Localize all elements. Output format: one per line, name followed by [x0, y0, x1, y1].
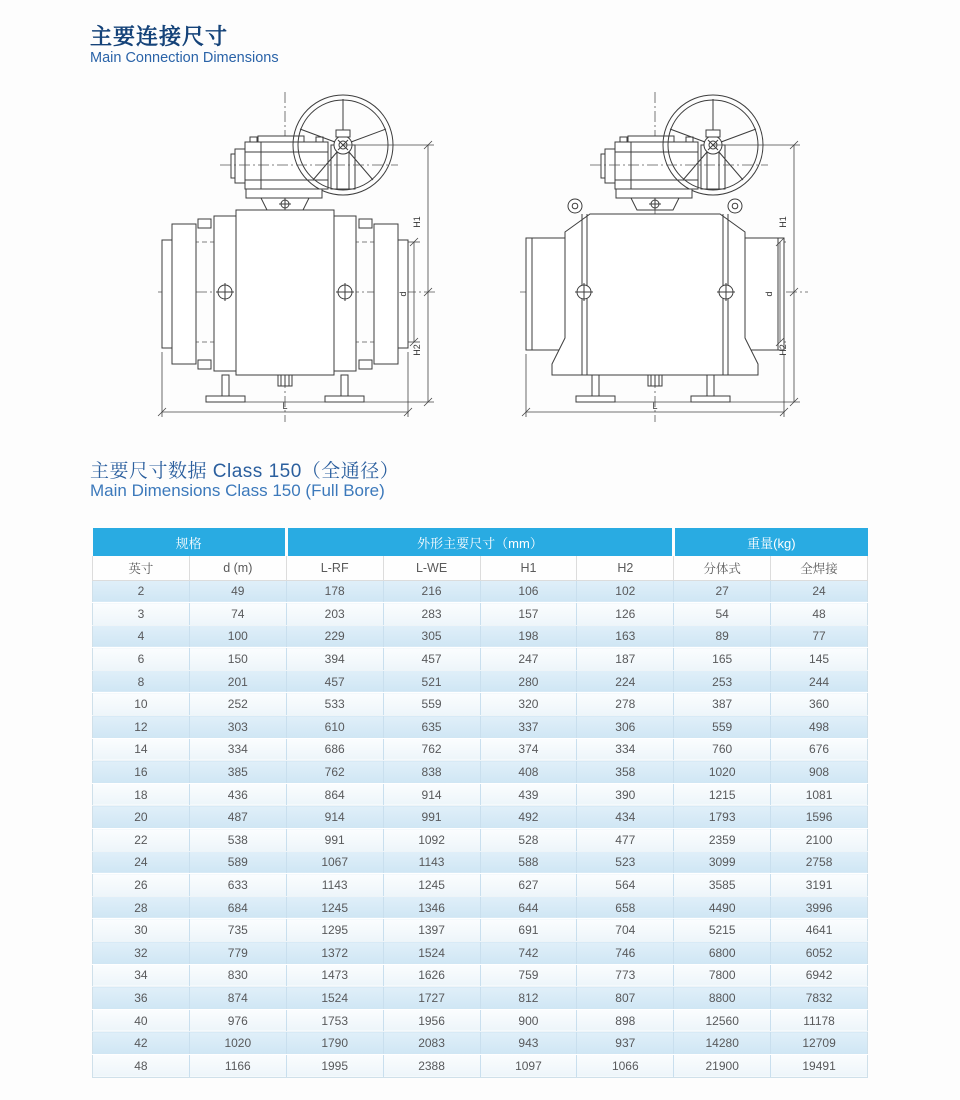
table-row	[93, 603, 868, 626]
table-cell: 864	[286, 783, 383, 806]
dim-label-h1: H1	[412, 216, 422, 228]
page-title-en: Main Connection Dimensions	[90, 50, 279, 66]
table-cell: 477	[577, 829, 674, 852]
table-cell: 201	[189, 670, 286, 693]
table-cell: 4	[93, 625, 190, 648]
lifting-lug-left	[568, 199, 582, 213]
bolt-nut	[198, 360, 211, 369]
table-cell: 3191	[771, 874, 868, 897]
table-cell: 760	[674, 738, 771, 761]
support-leg	[707, 375, 714, 396]
support-leg	[222, 375, 229, 396]
table-cell: 1346	[383, 896, 480, 919]
table-cell: 937	[577, 1032, 674, 1055]
table-cell: 12709	[771, 1032, 868, 1055]
table-cell: 74	[189, 603, 286, 626]
table-cell: 8	[93, 670, 190, 693]
table-cell: 21900	[674, 1054, 771, 1077]
table-cell: 1215	[674, 783, 771, 806]
table-cell: 252	[189, 693, 286, 716]
table-cell: 457	[286, 670, 383, 693]
table-row	[93, 942, 868, 965]
dim-label-h2: H2	[778, 344, 788, 356]
table-cell: 691	[480, 919, 577, 942]
support-foot	[576, 396, 615, 402]
table-cell: 498	[771, 716, 868, 739]
table-cell: 807	[577, 987, 674, 1010]
table-cell: 487	[189, 806, 286, 829]
table-cell: 1020	[674, 761, 771, 784]
section-title-zh: 主要尺寸数据 Class 150（全通径）	[90, 461, 400, 482]
table-cell: 24	[93, 851, 190, 874]
table-cell: 157	[480, 603, 577, 626]
table-cell: 991	[383, 806, 480, 829]
table-cell: 1596	[771, 806, 868, 829]
group-header-outline-dims: 外形主要尺寸（mm）	[286, 528, 674, 556]
table-cell: 6942	[771, 964, 868, 987]
table-cell: 6052	[771, 942, 868, 965]
table-cell: 1067	[286, 851, 383, 874]
table-cell: 779	[189, 942, 286, 965]
table-cell: 244	[771, 670, 868, 693]
table-cell: 358	[577, 761, 674, 784]
table-cell: 12560	[674, 1009, 771, 1032]
table-cell: 320	[480, 693, 577, 716]
table-cell: 658	[577, 896, 674, 919]
group-header-spec: 规格	[93, 528, 287, 556]
valve-drawing-flanged	[158, 92, 458, 432]
dim-label-h1: H1	[778, 216, 788, 228]
table-cell: 704	[577, 919, 674, 942]
pipe-stub-left	[162, 240, 172, 348]
col-header-h2: H2	[577, 556, 674, 580]
table-cell: 1995	[286, 1054, 383, 1077]
table-cell: 305	[383, 625, 480, 648]
table-cell: 77	[771, 625, 868, 648]
table-cell: 28	[93, 896, 190, 919]
table-row	[93, 874, 868, 897]
table-cell: 150	[189, 648, 286, 671]
support-foot	[691, 396, 730, 402]
table-row	[93, 1054, 868, 1077]
table-cell: 762	[383, 738, 480, 761]
table-cell: 914	[383, 783, 480, 806]
col-header-l-we: L-WE	[383, 556, 480, 580]
table-cell: 633	[189, 874, 286, 897]
table-cell: 1727	[383, 987, 480, 1010]
table-row	[93, 919, 868, 942]
bolt-nut	[198, 219, 211, 228]
table-cell: 676	[771, 738, 868, 761]
table-cell: 4490	[674, 896, 771, 919]
table-row	[93, 1032, 868, 1055]
valve-barrel	[236, 210, 334, 375]
table-row	[93, 806, 868, 829]
table-row	[93, 987, 868, 1010]
table-cell: 390	[577, 783, 674, 806]
table-cell: 434	[577, 806, 674, 829]
table-cell: 436	[189, 783, 286, 806]
dimensions-table	[92, 528, 868, 1078]
table-cell: 34	[93, 964, 190, 987]
support-leg	[592, 375, 599, 396]
table-row	[93, 783, 868, 806]
table-cell: 898	[577, 1009, 674, 1032]
table-row	[93, 580, 868, 603]
col-header-split-body: 分体式	[674, 556, 771, 580]
table-cell: 280	[480, 670, 577, 693]
table-cell: 2100	[771, 829, 868, 852]
table-cell: 42	[93, 1032, 190, 1055]
bolt-nut	[359, 219, 372, 228]
table-cell: 18	[93, 783, 190, 806]
table-cell: 11178	[771, 1009, 868, 1032]
table-cell: 943	[480, 1032, 577, 1055]
table-body	[93, 580, 868, 1077]
table-row	[93, 648, 868, 671]
table-cell: 229	[286, 625, 383, 648]
table-row	[93, 851, 868, 874]
group-header-weight: 重量(kg)	[674, 528, 868, 556]
table-cell: 337	[480, 716, 577, 739]
table-cell: 334	[189, 738, 286, 761]
table-cell: 7800	[674, 964, 771, 987]
table-cell: 439	[480, 783, 577, 806]
table-cell: 10	[93, 693, 190, 716]
table-row	[93, 761, 868, 784]
table-cell: 735	[189, 919, 286, 942]
col-header-fully-welded: 全焊接	[771, 556, 868, 580]
col-header-inch: 英寸	[93, 556, 190, 580]
table-cell: 742	[480, 942, 577, 965]
table-cell: 1166	[189, 1054, 286, 1077]
table-row	[93, 670, 868, 693]
table-cell: 374	[480, 738, 577, 761]
table-cell: 1143	[286, 874, 383, 897]
table-cell: 12	[93, 716, 190, 739]
table-cell: 1143	[383, 851, 480, 874]
table-cell: 538	[189, 829, 286, 852]
table-cell: 1626	[383, 964, 480, 987]
table-cell: 976	[189, 1009, 286, 1032]
table-cell: 1753	[286, 1009, 383, 1032]
table-cell: 1295	[286, 919, 383, 942]
dim-label-l: L	[652, 401, 658, 411]
table-cell: 14	[93, 738, 190, 761]
table-cell: 1097	[480, 1054, 577, 1077]
table-cell: 178	[286, 580, 383, 603]
table-cell: 3	[93, 603, 190, 626]
table-cell: 1020	[189, 1032, 286, 1055]
table-cell: 1066	[577, 1054, 674, 1077]
table-cell: 247	[480, 648, 577, 671]
table-row	[93, 1009, 868, 1032]
table-cell: 492	[480, 806, 577, 829]
table-cell: 387	[674, 693, 771, 716]
table-cell: 812	[480, 987, 577, 1010]
table-cell: 1245	[286, 896, 383, 919]
section-title-en: Main Dimensions Class 150 (Full Bore)	[90, 481, 385, 500]
table-cell: 36	[93, 987, 190, 1010]
table-cell: 684	[189, 896, 286, 919]
table-cell: 89	[674, 625, 771, 648]
table-cell: 203	[286, 603, 383, 626]
table-cell: 49	[189, 580, 286, 603]
table-cell: 559	[383, 693, 480, 716]
col-header-d: d (m)	[189, 556, 286, 580]
table-cell: 16	[93, 761, 190, 784]
bolt-nut	[359, 360, 372, 369]
table-cell: 8800	[674, 987, 771, 1010]
table-cell: 457	[383, 648, 480, 671]
table-cell: 773	[577, 964, 674, 987]
table-cell: 762	[286, 761, 383, 784]
support-leg	[341, 375, 348, 396]
col-header-l-rf: L-RF	[286, 556, 383, 580]
table-cell: 1092	[383, 829, 480, 852]
end-flange-right	[374, 224, 398, 364]
support-foot	[206, 396, 245, 402]
table-cell: 1956	[383, 1009, 480, 1032]
table-cell: 224	[577, 670, 674, 693]
table-cell: 283	[383, 603, 480, 626]
table-cell: 187	[577, 648, 674, 671]
table-row	[93, 738, 868, 761]
table-cell: 759	[480, 964, 577, 987]
table-cell: 48	[93, 1054, 190, 1077]
table-cell: 20	[93, 806, 190, 829]
table-cell: 635	[383, 716, 480, 739]
table-cell: 2388	[383, 1054, 480, 1077]
end-flange-left	[172, 224, 196, 364]
table-cell: 334	[577, 738, 674, 761]
table-cell: 385	[189, 761, 286, 784]
table-cell: 306	[577, 716, 674, 739]
table-column-header-row	[93, 556, 868, 580]
table-cell: 106	[480, 580, 577, 603]
dim-label-h2: H2	[412, 344, 422, 356]
table-cell: 6800	[674, 942, 771, 965]
table-cell: 126	[577, 603, 674, 626]
table-cell: 19491	[771, 1054, 868, 1077]
table-cell: 1793	[674, 806, 771, 829]
table-cell: 559	[674, 716, 771, 739]
table-cell: 27	[674, 580, 771, 603]
table-cell: 991	[286, 829, 383, 852]
page-title-zh: 主要连接尺寸	[90, 24, 229, 49]
table-cell: 1524	[286, 987, 383, 1010]
table-cell: 100	[189, 625, 286, 648]
table-cell: 253	[674, 670, 771, 693]
table-cell: 216	[383, 580, 480, 603]
table-cell: 1473	[286, 964, 383, 987]
table-cell: 165	[674, 648, 771, 671]
dim-label-l: L	[282, 401, 288, 411]
table-cell: 198	[480, 625, 577, 648]
table-cell: 1081	[771, 783, 868, 806]
table-cell: 5215	[674, 919, 771, 942]
table-cell: 48	[771, 603, 868, 626]
table-cell: 394	[286, 648, 383, 671]
table-cell: 2758	[771, 851, 868, 874]
table-cell: 2083	[383, 1032, 480, 1055]
table-cell: 838	[383, 761, 480, 784]
dim-label-d: d	[764, 291, 774, 297]
table-cell: 610	[286, 716, 383, 739]
table-row	[93, 693, 868, 716]
table-cell: 746	[577, 942, 674, 965]
table-row	[93, 829, 868, 852]
table-row	[93, 716, 868, 739]
table-cell: 533	[286, 693, 383, 716]
table-cell: 102	[577, 580, 674, 603]
table-cell: 589	[189, 851, 286, 874]
col-header-h1: H1	[480, 556, 577, 580]
table-cell: 830	[189, 964, 286, 987]
gear-operator-handwheel	[590, 95, 768, 210]
table-cell: 303	[189, 716, 286, 739]
table-cell: 2359	[674, 829, 771, 852]
table-cell: 360	[771, 693, 868, 716]
table-cell: 278	[577, 693, 674, 716]
table-cell: 24	[771, 580, 868, 603]
table-cell: 627	[480, 874, 577, 897]
table-cell: 521	[383, 670, 480, 693]
table-cell: 1245	[383, 874, 480, 897]
table-cell: 3996	[771, 896, 868, 919]
table-cell: 408	[480, 761, 577, 784]
table-cell: 644	[480, 896, 577, 919]
table-cell: 1790	[286, 1032, 383, 1055]
valve-drawing-welded	[520, 92, 820, 432]
table-cell: 686	[286, 738, 383, 761]
table-cell: 3585	[674, 874, 771, 897]
table-cell: 564	[577, 874, 674, 897]
lifting-lug-right	[728, 199, 742, 213]
table-cell: 2	[93, 580, 190, 603]
table-cell: 32	[93, 942, 190, 965]
table-cell: 22	[93, 829, 190, 852]
table-cell: 26	[93, 874, 190, 897]
table-cell: 588	[480, 851, 577, 874]
support-foot	[325, 396, 364, 402]
table-group-header-row	[93, 528, 868, 556]
table-cell: 6	[93, 648, 190, 671]
table-cell: 1397	[383, 919, 480, 942]
table-cell: 528	[480, 829, 577, 852]
table-cell: 145	[771, 648, 868, 671]
table-cell: 54	[674, 603, 771, 626]
table-cell: 40	[93, 1009, 190, 1032]
table-cell: 4641	[771, 919, 868, 942]
table-cell: 3099	[674, 851, 771, 874]
table-cell: 523	[577, 851, 674, 874]
table-cell: 914	[286, 806, 383, 829]
table-row	[93, 625, 868, 648]
table-cell: 163	[577, 625, 674, 648]
table-cell: 30	[93, 919, 190, 942]
table-cell: 874	[189, 987, 286, 1010]
table-cell: 900	[480, 1009, 577, 1032]
dim-label-d: d	[398, 291, 408, 297]
table-row	[93, 896, 868, 919]
table-cell: 1524	[383, 942, 480, 965]
table-cell: 1372	[286, 942, 383, 965]
table-cell: 14280	[674, 1032, 771, 1055]
gear-operator-handwheel	[220, 95, 398, 210]
table-row	[93, 964, 868, 987]
table-cell: 7832	[771, 987, 868, 1010]
table-cell: 908	[771, 761, 868, 784]
